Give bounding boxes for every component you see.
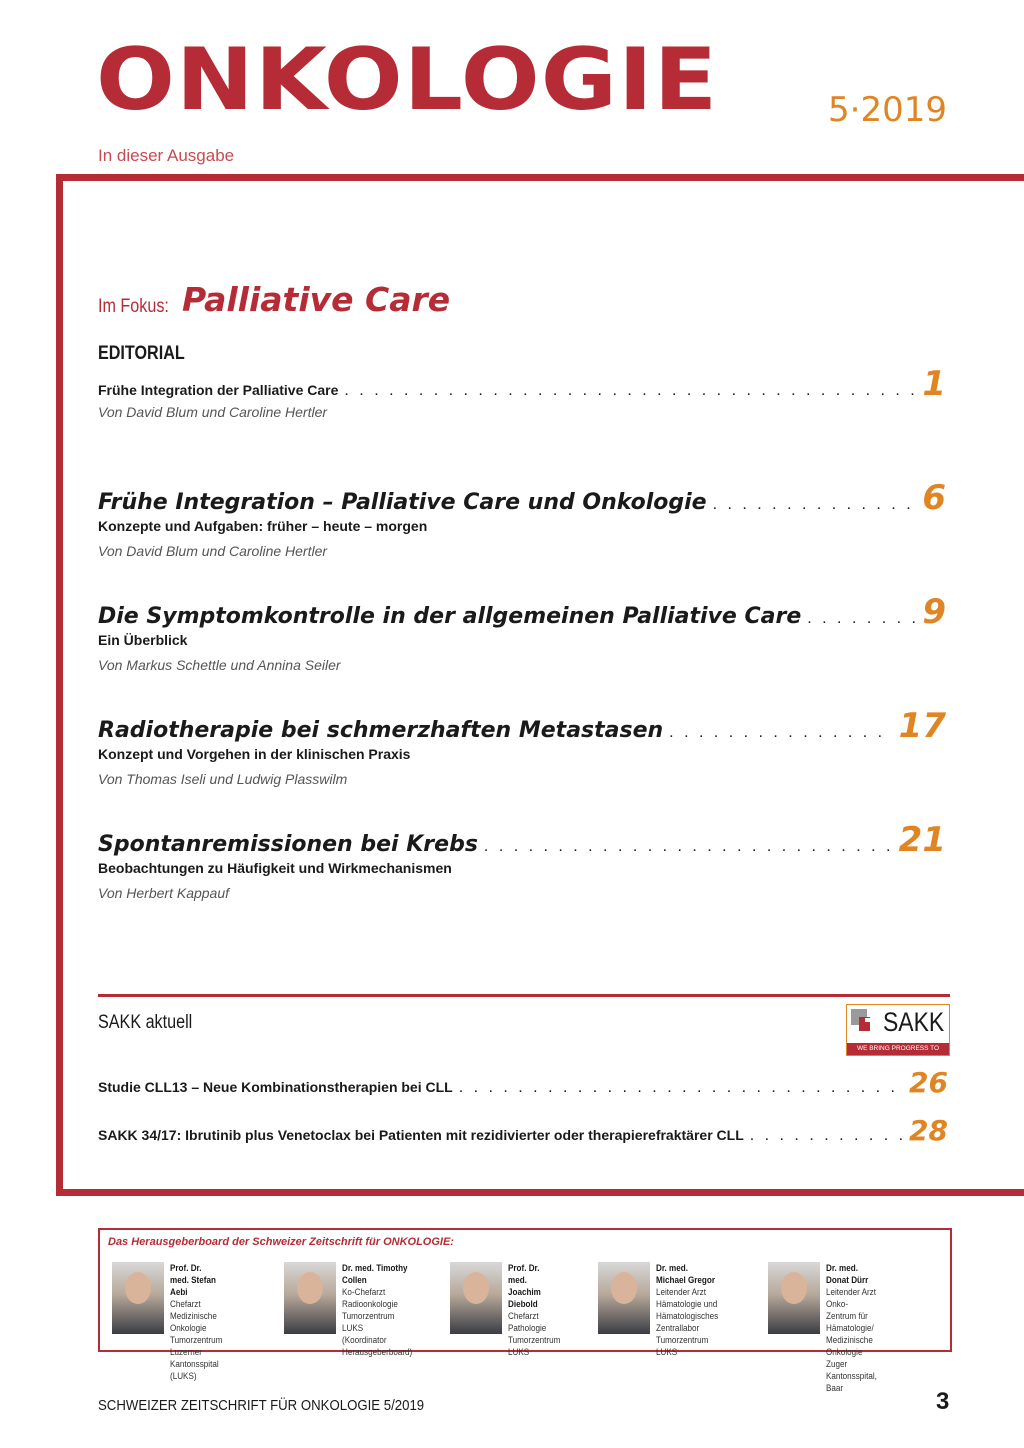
toc-authors: Von David Blum und Caroline Hertler	[98, 543, 328, 559]
member-line: Chefarzt Pathologie	[508, 1311, 547, 1333]
member-name: Prof. Dr. med. Stefan Aebi	[170, 1263, 216, 1297]
toc-entry-article[interactable]	[98, 820, 946, 860]
member-line: Tumorzentrum	[170, 1335, 223, 1345]
journal-logo: ONKOLOGIE	[96, 30, 719, 130]
footer-page-number: 3	[936, 1388, 950, 1415]
member-line: Herausgeberboard)	[342, 1347, 413, 1357]
frame-rule-bottom	[56, 1189, 1024, 1196]
section-divider	[98, 994, 950, 997]
sakk-logo-word: SAKK	[883, 1007, 945, 1037]
toc-entry-sakk[interactable]	[98, 1066, 948, 1099]
member-photo	[598, 1262, 650, 1334]
member-photo	[450, 1262, 502, 1334]
toc-page-number: 1	[922, 364, 946, 404]
leader-dots	[344, 382, 916, 400]
toc-entry-title: SAKK 34/17: Ibrutinib plus Venetoclax bei Patienten mit rezidivierter oder therapierefraktärer CLL	[98, 1127, 744, 1143]
editorial-board-box	[98, 1228, 952, 1393]
editorial-board-heading: Das Herausgeberboard der Schweizer Zeitschrift für ONKOLOGIE:	[108, 1236, 454, 1248]
member-line: Tumorzentrum LUKS	[342, 1311, 395, 1333]
toc-entry-title: Radiotherapie bei schmerzhaften Metastasen	[98, 718, 664, 743]
member-line: (LUKS)	[170, 1371, 197, 1381]
editorial-heading: EDITORIAL	[98, 343, 185, 364]
toc-entry-title: Frühe Integration – Palliative Care und Onkologie	[98, 490, 707, 515]
swiss-cross-icon	[865, 1009, 879, 1031]
member-info	[508, 1262, 560, 1358]
member-line: Zuger Kantonsspital, Baar	[826, 1359, 877, 1393]
member-line: Leitender Arzt	[826, 1287, 876, 1297]
leader-dots	[750, 1127, 903, 1145]
toc-entry-title: Die Symptomkontrolle in der allgemeinen Palliative Care	[98, 604, 802, 629]
sakk-logo	[846, 1004, 950, 1064]
toc-subtitle: Konzepte und Aufgaben: früher – heute – morgen	[98, 518, 428, 534]
toc-page-number: 21	[898, 820, 946, 860]
member-photo	[112, 1262, 164, 1334]
member-line: Zentrallabor	[656, 1323, 700, 1333]
leader-dots	[669, 724, 893, 742]
member-name: Dr. med. Donat Dürr	[826, 1263, 869, 1285]
toc-subtitle: Ein Überblick	[98, 632, 188, 648]
toc-entry-title: Spontanremissionen bei Krebs	[98, 832, 478, 857]
sakk-heading: SAKK aktuell	[98, 1012, 193, 1033]
member-line: Ko-Chefarzt	[342, 1287, 386, 1297]
toc-authors: Von Thomas Iseli und Ludwig Plasswilm	[98, 771, 348, 787]
leader-dots	[484, 838, 893, 856]
member-info	[170, 1262, 222, 1382]
member-line: (Koordinator	[342, 1335, 387, 1345]
toc-entry-article[interactable]	[98, 478, 946, 518]
toc-subtitle: Konzept und Vorgehen in der klinischen Praxis	[98, 746, 411, 762]
toc-page-number: 9	[922, 592, 946, 632]
frame-rule-left	[56, 174, 63, 1196]
toc-entry-title: Frühe Integration der Palliative Care	[98, 382, 339, 398]
page-subtitle: In dieser Ausgabe	[98, 146, 235, 165]
toc-page-number: 6	[922, 478, 946, 518]
member-name: Dr. med. Michael Gregor	[656, 1263, 715, 1285]
member-line: Hämatologisches	[656, 1311, 719, 1321]
member-line: Chefarzt	[170, 1299, 201, 1309]
member-line: Tumorzentrum LUKS	[656, 1335, 709, 1357]
toc-subtitle: Beobachtungen zu Häufigkeit und Wirkmechanismen	[98, 860, 452, 876]
member-photo	[284, 1262, 336, 1334]
member-name: Dr. med. Timothy Collen	[342, 1263, 408, 1285]
member-line: Tumorzentrum LUKS	[508, 1335, 561, 1357]
member-line: Luzerner Kantonsspital	[170, 1347, 219, 1369]
focus-title: Palliative Care	[182, 280, 451, 319]
issue-number: 5·2019	[828, 90, 947, 130]
toc-authors: Von Markus Schettle und Annina Seiler	[98, 657, 341, 673]
member-name: Joachim Diebold	[508, 1287, 541, 1309]
member-photo	[768, 1262, 820, 1334]
frame-rule-top	[56, 174, 1024, 181]
focus-label: Im Fokus:	[98, 296, 169, 317]
leader-dots	[713, 496, 917, 514]
toc-page-number: 28	[909, 1114, 948, 1147]
toc-entry-sakk[interactable]	[98, 1114, 948, 1147]
leader-dots	[807, 610, 916, 628]
toc-authors: Von Herbert Kappauf	[98, 885, 230, 901]
member-info	[342, 1262, 412, 1358]
footer-journal: SCHWEIZER ZEITSCHRIFT FÜR ONKOLOGIE 5/2019	[98, 1397, 425, 1414]
member-line: Onko-Zentrum für Hämatologie/	[826, 1299, 874, 1333]
toc-entry-editorial[interactable]	[98, 364, 946, 404]
toc-page-number: 26	[909, 1066, 948, 1099]
toc-entry-article[interactable]	[98, 706, 946, 746]
toc-authors: Von David Blum und Caroline Hertler	[98, 404, 328, 420]
leader-dots	[459, 1079, 903, 1097]
member-line: Hämatologie und	[656, 1299, 718, 1309]
member-line: Leitender Arzt	[656, 1287, 706, 1297]
member-line: Radioonkologie	[342, 1299, 398, 1309]
sakk-logo-tagline: WE BRING PROGRESS TO CANCER CARE	[847, 1043, 949, 1055]
toc-entry-title: Studie CLL13 – Neue Kombinationstherapien bei CLL	[98, 1079, 453, 1095]
member-line: Medizinische Onkologie	[826, 1335, 873, 1357]
member-name-prefix: Prof. Dr. med.	[508, 1263, 540, 1285]
toc-page-number: 17	[898, 706, 946, 746]
member-line: Medizinische Onkologie	[170, 1311, 217, 1333]
toc-entry-article[interactable]	[98, 592, 946, 632]
member-info	[656, 1262, 718, 1358]
member-info	[826, 1262, 877, 1394]
